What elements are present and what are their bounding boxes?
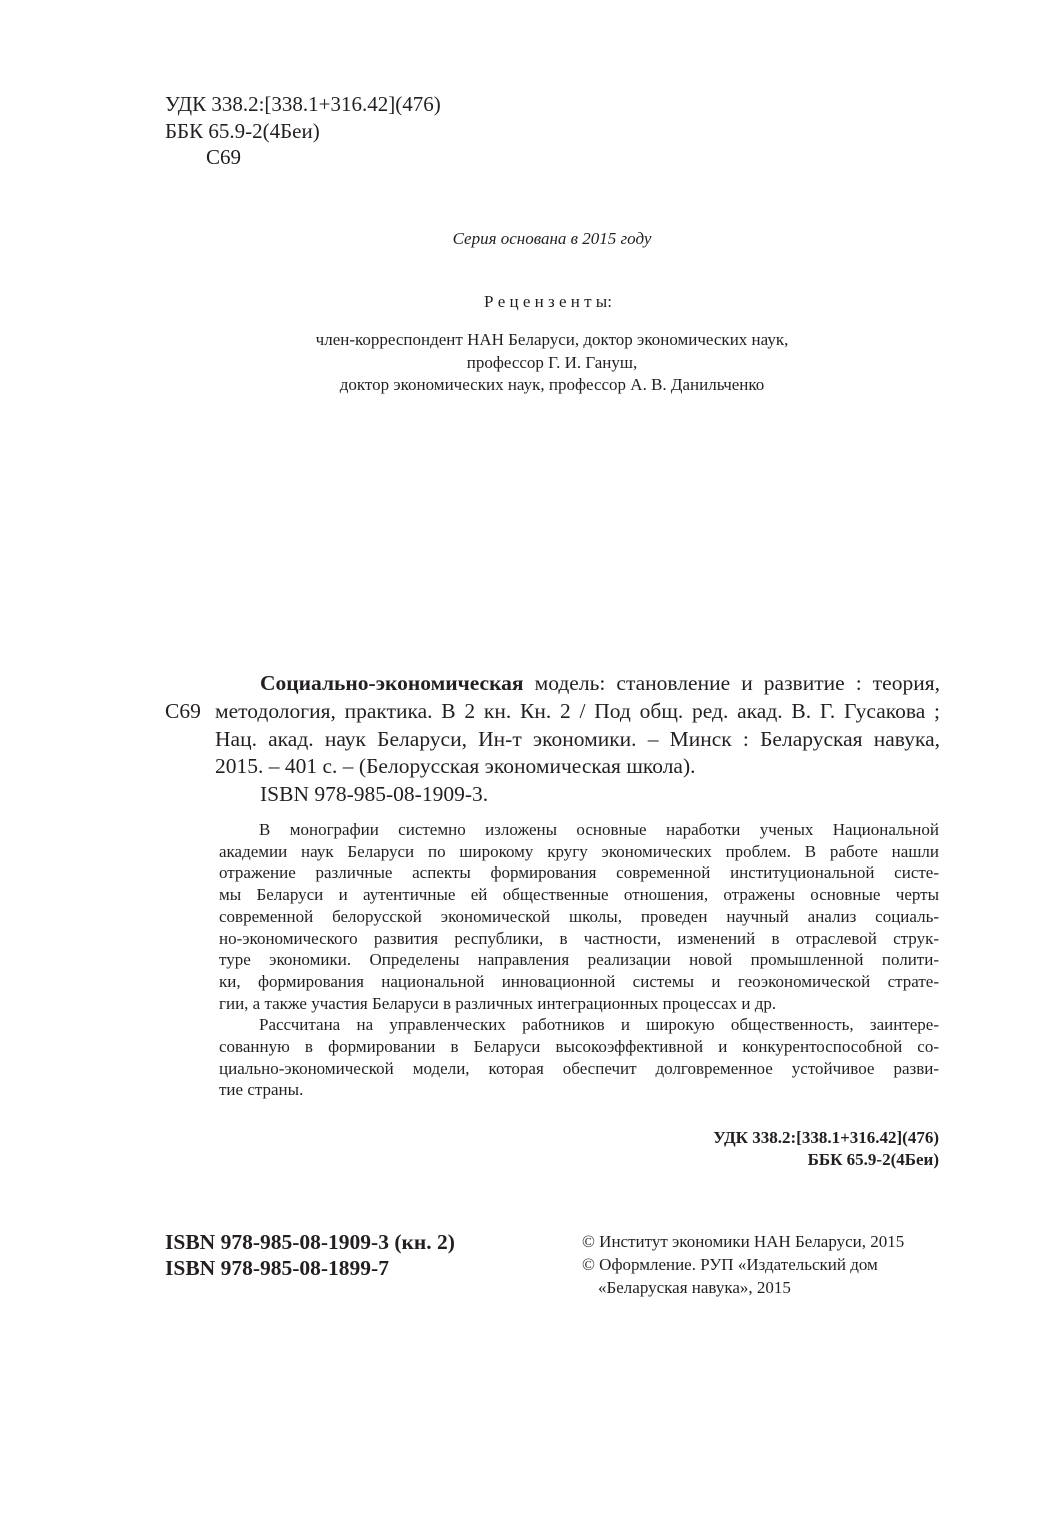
classification-bbk: ББК 65.9-2(4Беи) [807, 1150, 939, 1169]
bib-title-rest: модель: становление и развитие : теория, [523, 671, 940, 695]
classification-block [713, 1127, 939, 1171]
abstract-line: гии, а также участия Беларуси в различных интеграционных процессах и др. [219, 993, 777, 1013]
abstract-line: но-экономического развития республики, в частности, изменений в отраслевой струк- [219, 928, 939, 948]
reviewer-line: член-корреспондент НАН Беларуси, доктор экономических наук, [315, 330, 789, 349]
classification-udk: УДК 338.2:[338.1+316.42](476) [713, 1128, 939, 1147]
bibliographic-record [165, 670, 940, 809]
copyright-line: © Институт экономики НАН Беларуси, 2015 [582, 1232, 905, 1251]
abstract-line: ки, формирования национальной инновационной системы и геоэкономической страте- [219, 971, 939, 991]
abstract-line: циально-экономической модели, которая обеспечит долговременное устойчивое разви- [219, 1058, 939, 1078]
bib-line-text: методология, практика. В 2 кн. Кн. 2 / Под общ. ред. акад. В. Г. Гусакова ; [215, 698, 940, 723]
copyright-line: © Оформление. РУП «Издательский дом [582, 1255, 878, 1274]
reviewers-title: Р е ц е н з е н т ы: [484, 292, 612, 311]
abstract-line: тие страны. [219, 1080, 304, 1100]
isbn-set: ISBN 978-985-08-1899-7 [165, 1256, 389, 1280]
header-author-mark: С69 [206, 145, 242, 169]
reviewer-line: профессор Г. И. Гануш, [466, 352, 638, 372]
bib-line [165, 670, 940, 698]
header-classification [165, 91, 441, 171]
bib-line: Нац. акад. наук Беларуси, Ин-т экономики. – Минск : Беларуская навука, [215, 726, 940, 751]
bib-line: 2015. – 401 с. – (Белорусская экономическая школа). [215, 754, 696, 779]
abstract-line: сованную в формировании в Беларуси высокоэффективной и конкурентоспособной со- [219, 1037, 939, 1057]
bib-mark: С69 [165, 698, 201, 723]
bib-title-bold: Социально-экономическая [260, 671, 524, 695]
reviewer-line: доктор экономических наук, профессор А. В. Данильченко [339, 375, 765, 394]
copyright-block [582, 1230, 904, 1299]
abstract-line: Рассчитана на управленческих работников и широкую общественность, заинтере- [259, 1015, 939, 1035]
series-note: Серия основана в 2015 году [452, 229, 652, 248]
abstract-line: отражение различные аспекты формирования современной институциональной систе- [219, 863, 939, 883]
isbn-block [165, 1229, 455, 1281]
header-udk: УДК 338.2:[338.1+316.42](476) [165, 92, 441, 116]
abstract [219, 819, 939, 1101]
copyright-line: «Беларуская навука», 2015 [598, 1278, 791, 1297]
header-bbk: ББК 65.9-2(4Беи) [165, 118, 320, 143]
abstract-line: современной белорусской экономической школы, проведен научный анализ социаль- [219, 906, 939, 926]
bib-line [165, 698, 940, 726]
isbn-volume: ISBN 978-985-08-1909-3 (кн. 2) [165, 1230, 455, 1254]
reviewers-list [0, 329, 1058, 397]
abstract-line: мы Беларуси и аутентичные ей общественные отношения, отражены основные черты [219, 885, 939, 905]
abstract-line: туре экономики. Определены направления реализации новой промышленной полити- [219, 950, 939, 970]
abstract-line: академии наук Беларуси по широкому кругу экономических проблем. В работе нашли [219, 841, 939, 861]
abstract-line: В монографии системно изложены основные наработки ученых Национальной [259, 820, 939, 839]
bib-isbn: ISBN 978-985-08-1909-3. [260, 782, 489, 807]
